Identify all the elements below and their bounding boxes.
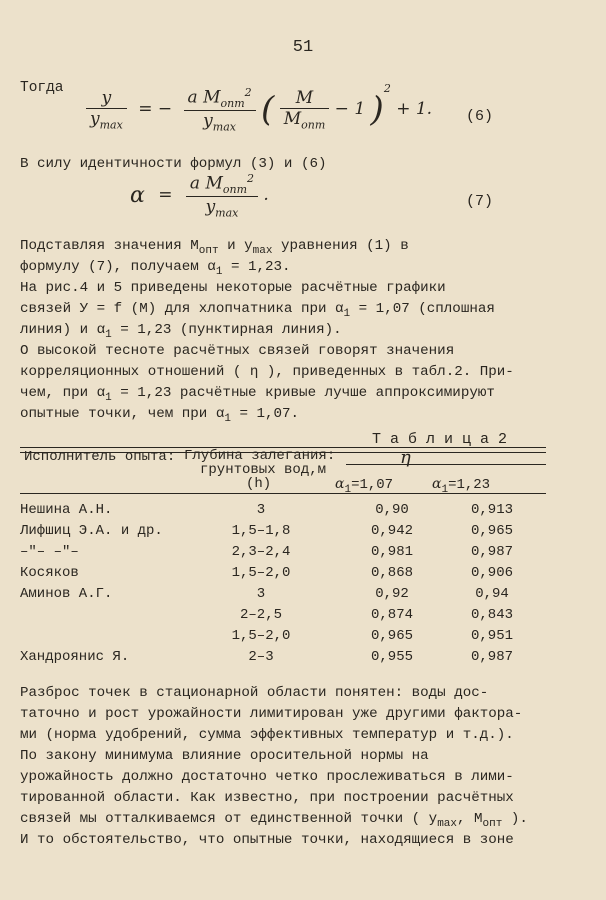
table-cell-alpha2: 0,906 <box>470 565 513 581</box>
table-cell-performer: Аминов А.Г. <box>20 586 113 602</box>
table-header-eta: η <box>400 447 411 468</box>
paragraph-line: ми (норма удобрений, сумма эффективных температур и т.д.). <box>20 727 514 743</box>
table-cell-depth: 1,5–2,0 <box>231 628 291 644</box>
table-cell-depth: 3 <box>256 586 266 602</box>
equation-number-6: (6) <box>466 108 494 125</box>
table-cell-alpha2: 0,843 <box>470 607 513 623</box>
table-cell-alpha1: 0,874 <box>370 607 413 623</box>
table-cell-alpha2: 0,987 <box>470 544 513 560</box>
paragraph-line: Разброс точек в стационарной области понятен: воды дос- <box>20 685 489 701</box>
table-cell-depth: 3 <box>256 502 266 518</box>
table-header-sub-rule <box>346 464 546 465</box>
table-cell-performer: –"– –"– <box>20 544 79 560</box>
table-caption: Т а б л и ц а 2 <box>372 431 508 448</box>
table-cell-alpha1: 0,90 <box>375 502 409 518</box>
paragraph-line: На рис.4 и 5 приведены некоторые расчётные графики <box>20 280 446 296</box>
table-cell-alpha1: 0,981 <box>370 544 413 560</box>
paragraph-line: линия) и $\alpha_1 = 1,23$ (пунктирная линия). <box>20 322 342 341</box>
paragraph-line: чем, при $\alpha_1 = 1,23$ расчётные кривые лучше аппроксимируют <box>20 385 495 404</box>
formula-6-lhs-fraction: $\frac{y}{y_{max}}$ <box>86 88 127 131</box>
table-cell-alpha2: 0,987 <box>470 649 513 665</box>
paragraph-line: таточно и рост урожайности лимитирован уже другими фактора- <box>20 706 523 722</box>
table-cell-performer: Лифшиц Э.А. и др. <box>20 523 163 539</box>
table-cell-alpha2: 0,913 <box>470 502 513 518</box>
formula-6-inner-fraction: $\frac{M}{M_{опт}}$ <box>280 88 330 131</box>
table-cell-depth: 1,5–1,8 <box>231 523 291 539</box>
table-cell-performer: Нешина А.Н. <box>20 502 113 518</box>
table-cell-depth: 2–2,5 <box>239 607 282 623</box>
table-header-alpha2: $\alpha_1=1,23$ <box>432 476 491 496</box>
paragraph-line: И то обстоятельство, что опытные точки, находящиеся в зоне <box>20 832 514 848</box>
table-cell-alpha1: 0,92 <box>375 586 409 602</box>
paragraph-line: Подставляя значения $M_{опт}$ и $y_{max}$ уравнения (1) в <box>20 238 409 257</box>
paragraph-line: урожайность должно достаточно четко прослеживаться в лими- <box>20 769 514 785</box>
formula-7-fraction: $\frac{a M_{опт}^2}{y_{max}}$ <box>186 172 258 219</box>
table-cell-depth: 1,5–2,0 <box>231 565 291 581</box>
paragraph-line: тированной области. Как известно, при построении расчётных <box>20 790 514 806</box>
table-cell-performer: Косяков <box>20 565 79 581</box>
table-cell-depth: 2–3 <box>248 649 274 665</box>
paragraph-line: связей У = f (M) для хлопчатника при $\alpha_1 = 1,07$ (сплошная <box>20 301 495 320</box>
paragraph-line: связей мы отталкиваемся от единственной точки ( $y_{max}$, $M_{опт}$ ). <box>20 811 528 830</box>
table-header-performer: Исполнитель опыта: <box>24 449 176 465</box>
equation-number-7: (7) <box>466 193 494 210</box>
table-cell-performer: Хандроянис Я. <box>20 649 130 665</box>
table-cell-alpha2: 0,951 <box>470 628 513 644</box>
paragraph-line: опытные точки, чем при $\alpha_1 = 1,07$. <box>20 406 300 425</box>
paragraph-line: корреляционных отношений ( η ), приведенных в табл.2. При- <box>20 364 514 380</box>
table-header-h: (h) <box>246 476 272 492</box>
table-cell-depth: 2,3–2,4 <box>231 544 291 560</box>
table-cell-alpha1: 0,955 <box>370 649 413 665</box>
paragraph-line: О высокой тесноте расчётных связей говорят значения <box>20 343 455 359</box>
page-number: 51 <box>292 38 314 57</box>
formula-lead-text: Тогда <box>20 80 64 96</box>
paragraph-line: По закону минимума влияние оросительной нормы на <box>20 748 429 764</box>
table-cell-alpha2: 0,94 <box>475 586 509 602</box>
table-cell-alpha2: 0,965 <box>470 523 513 539</box>
table-cell-alpha1: 0,965 <box>370 628 413 644</box>
paragraph-line: формулу (7), получаем $\alpha_1 = 1,23$. <box>20 259 291 278</box>
table-header-depth: Глубина залегания: грунтовых вод,м <box>184 448 336 478</box>
formula-7: α = $\frac{a M_{опт}^2}{y_{max}}$ . <box>130 172 269 220</box>
formula-6: $\frac{y}{y_{max}}$ = − $\frac{a M_{опт}^2}{y_{max}}$ ( $\frac{M}{M_{опт}}$ − 1 )$^2$ + 1. <box>86 82 432 133</box>
table-cell-alpha1: 0,868 <box>370 565 413 581</box>
table-header-rule <box>20 493 546 494</box>
table-cell-alpha1: 0,942 <box>370 523 413 539</box>
formula-6-coef-fraction: $\frac{a M_{опт}^2}{y_{max}}$ <box>184 86 256 133</box>
identity-line: В силу идентичности формул (3) и (6) <box>20 156 327 172</box>
formula-6-equals: = − <box>138 99 173 119</box>
table-header-alpha1: $\alpha_1=1,07$ <box>335 476 394 496</box>
